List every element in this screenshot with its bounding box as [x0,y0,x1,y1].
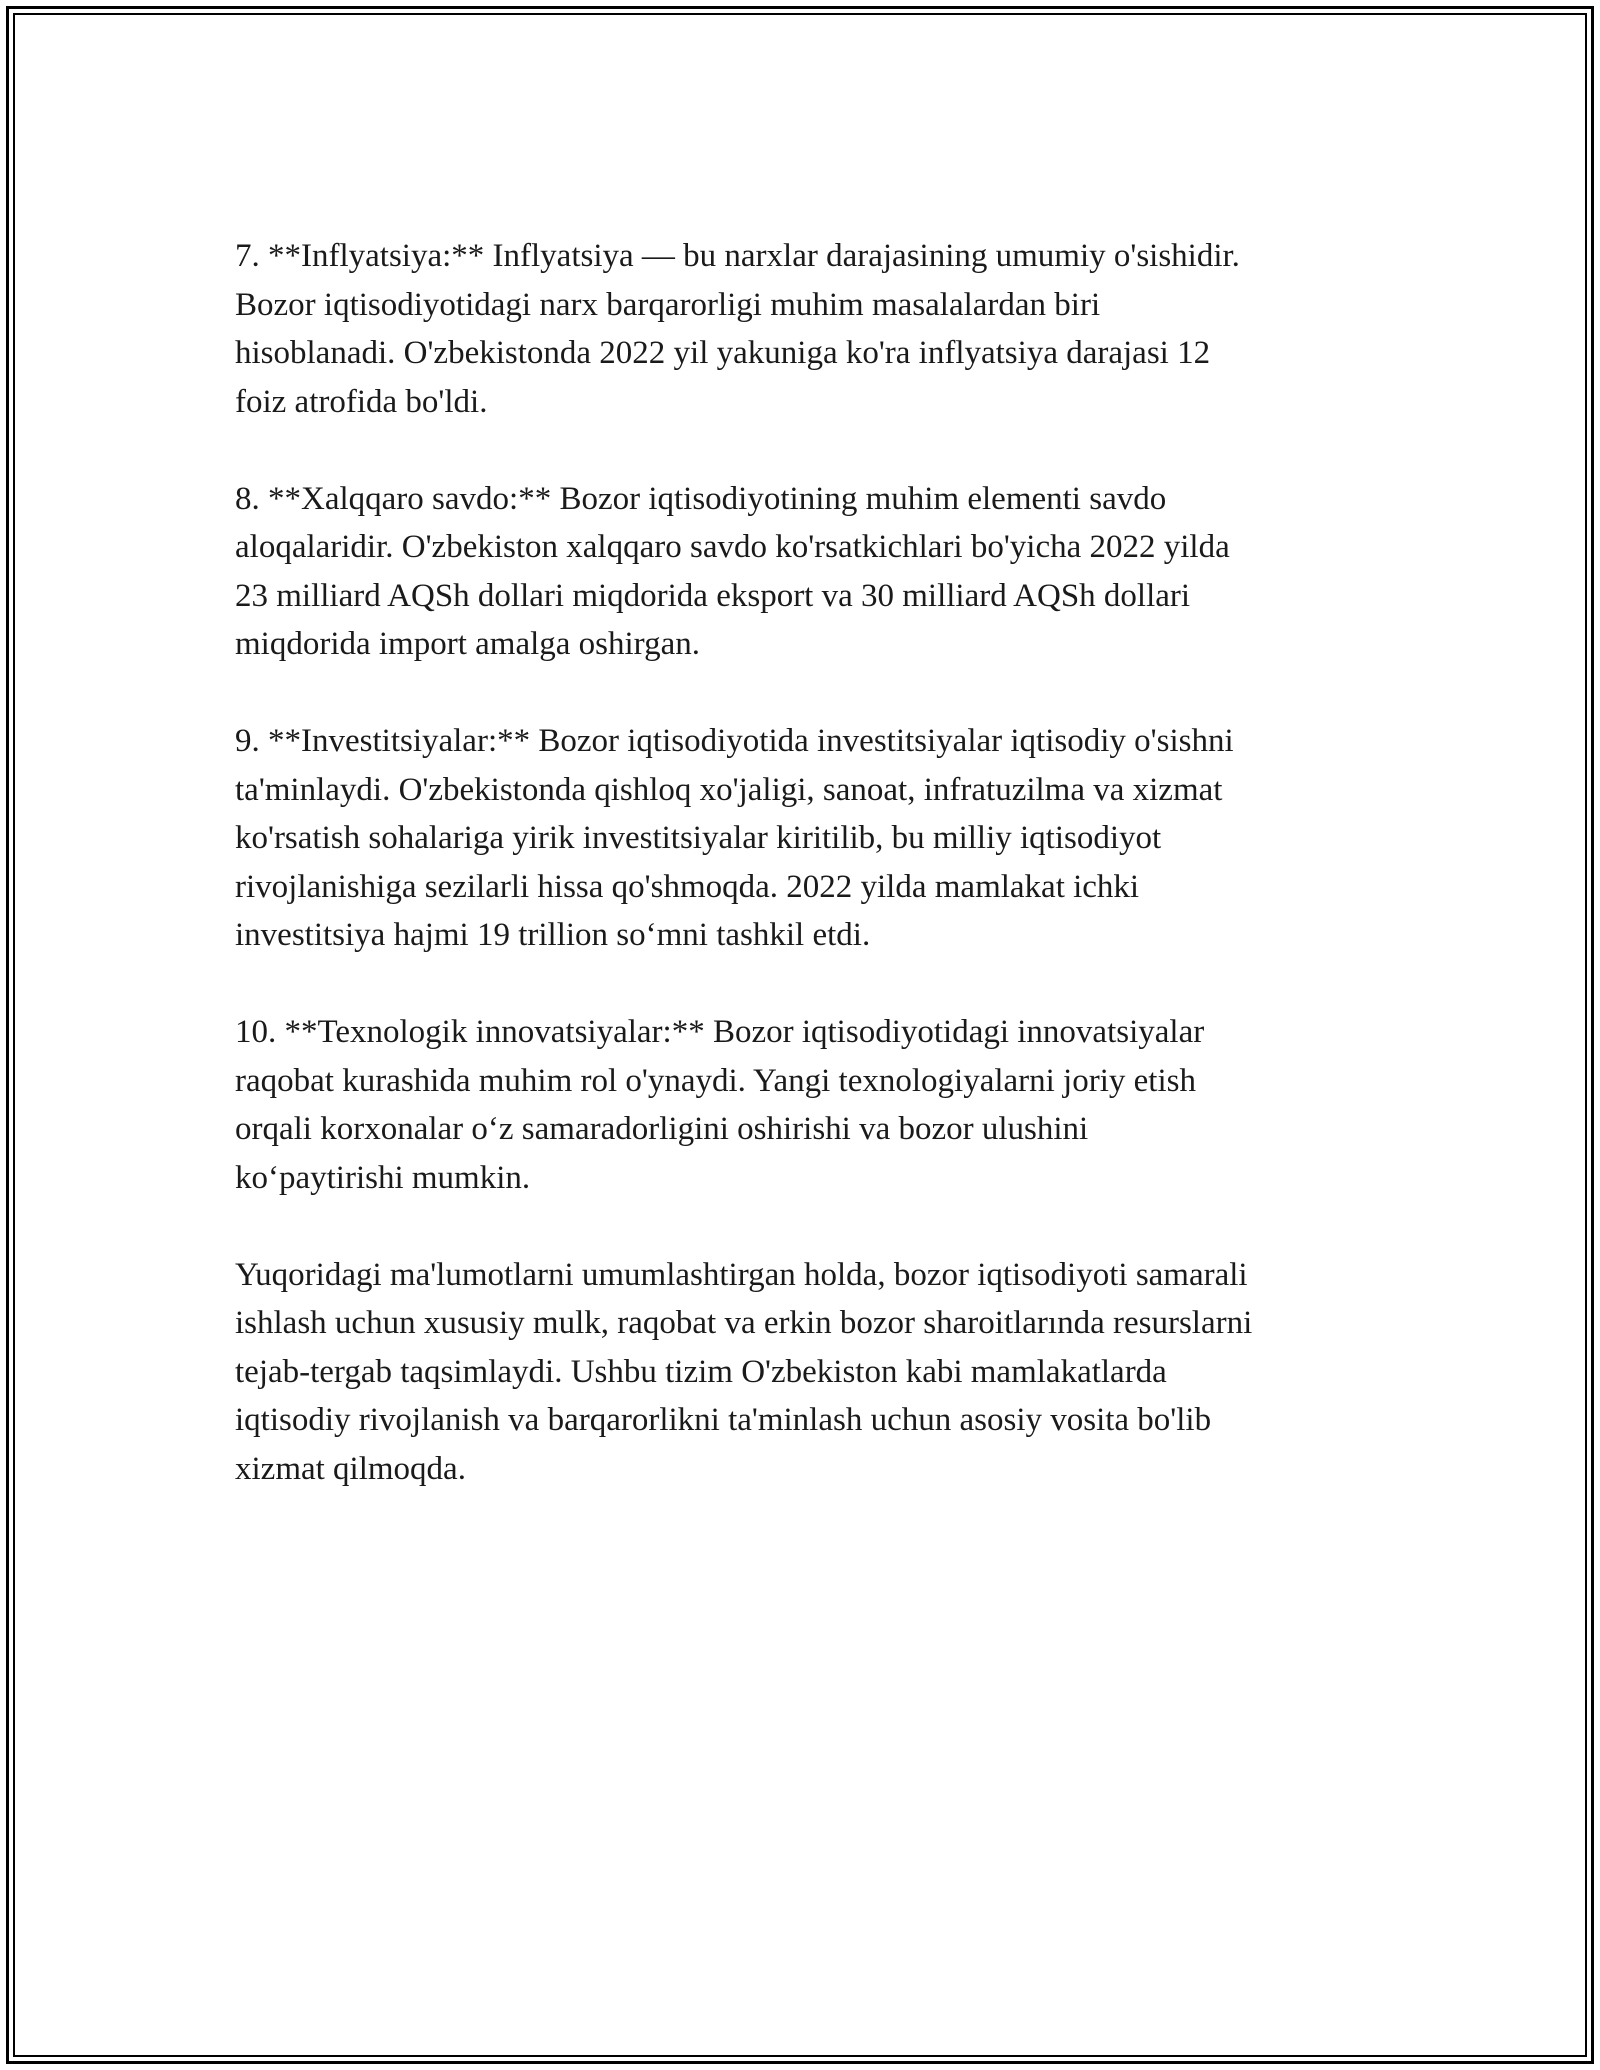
document-body [235,232,1375,1542]
paragraph-international-trade: 8. **Xalqqaro savdo:** Bozor iqtisodiyotining muhim elementi savdo aloqalaridir. O'zbekiston xalqqaro savdo ko'rsatkichlari bo'yicha 2022 yilda 23 milliard AQSh dollari miqdorida eksport va 30 milliard AQSh dollari miqdorida import amalga oshirgan. [235,480,1230,662]
paragraph-inflation: 7. **Inflyatsiya:** Inflyatsiya — bu narxlar darajasining umumiy o'sishidir. Bozor iqtisodiyotidagi narx barqarorligi muhim masalalardan biri hisoblanadi. O'zbekistonda 2022 yil yakuniga ko'ra inflyatsiya darajasi 12 foiz atrofida bo'ldi. [235,238,1240,420]
paragraph-conclusion: Yuqoridagi ma'lumotlarni umumlashtirgan holda, bozor iqtisodiyoti samarali ishlash uchun xususiy mulk, raqobat va erkin bozor sharoitlarında resurslarni tejab-tergab taqsimlaydi. Ushbu tizim O'zbekiston kabi mamlakatlarda iqtisodiy rivojlanish va barqarorlikni ta'minlash uchun asosiy vosita bo'lib xizmat qilmoqda. [235,1256,1253,1487]
paragraph-technological-innovations: 10. **Texnologik innovatsiyalar:** Bozor iqtisodiyotidagi innovatsiyalar raqobat kurashida muhim rol o'ynaydi. Yangi texnologiyalarni joriy etish orqali korxonalar o‘z samaradorligini oshirishi va bozor ulushini ko‘paytirishi mumkin. [235,1014,1205,1196]
paragraph-investments: 9. **Investitsiyalar:** Bozor iqtisodiyotida investitsiyalar iqtisodiy o'sishni ta'minlaydi. O'zbekistonda qishloq xo'jaligi, sanoat, infratuzilma va xizmat ko'rsatish sohalariga yirik investitsiyalar kiritilib, bu milliy iqtisodiyot rivojlanishiga sezilarli hissa qo'shmoqda. 2022 yilda mamlakat ichki investitsiya hajmi 19 trillion so‘mni tashkil etdi. [235,723,1234,953]
